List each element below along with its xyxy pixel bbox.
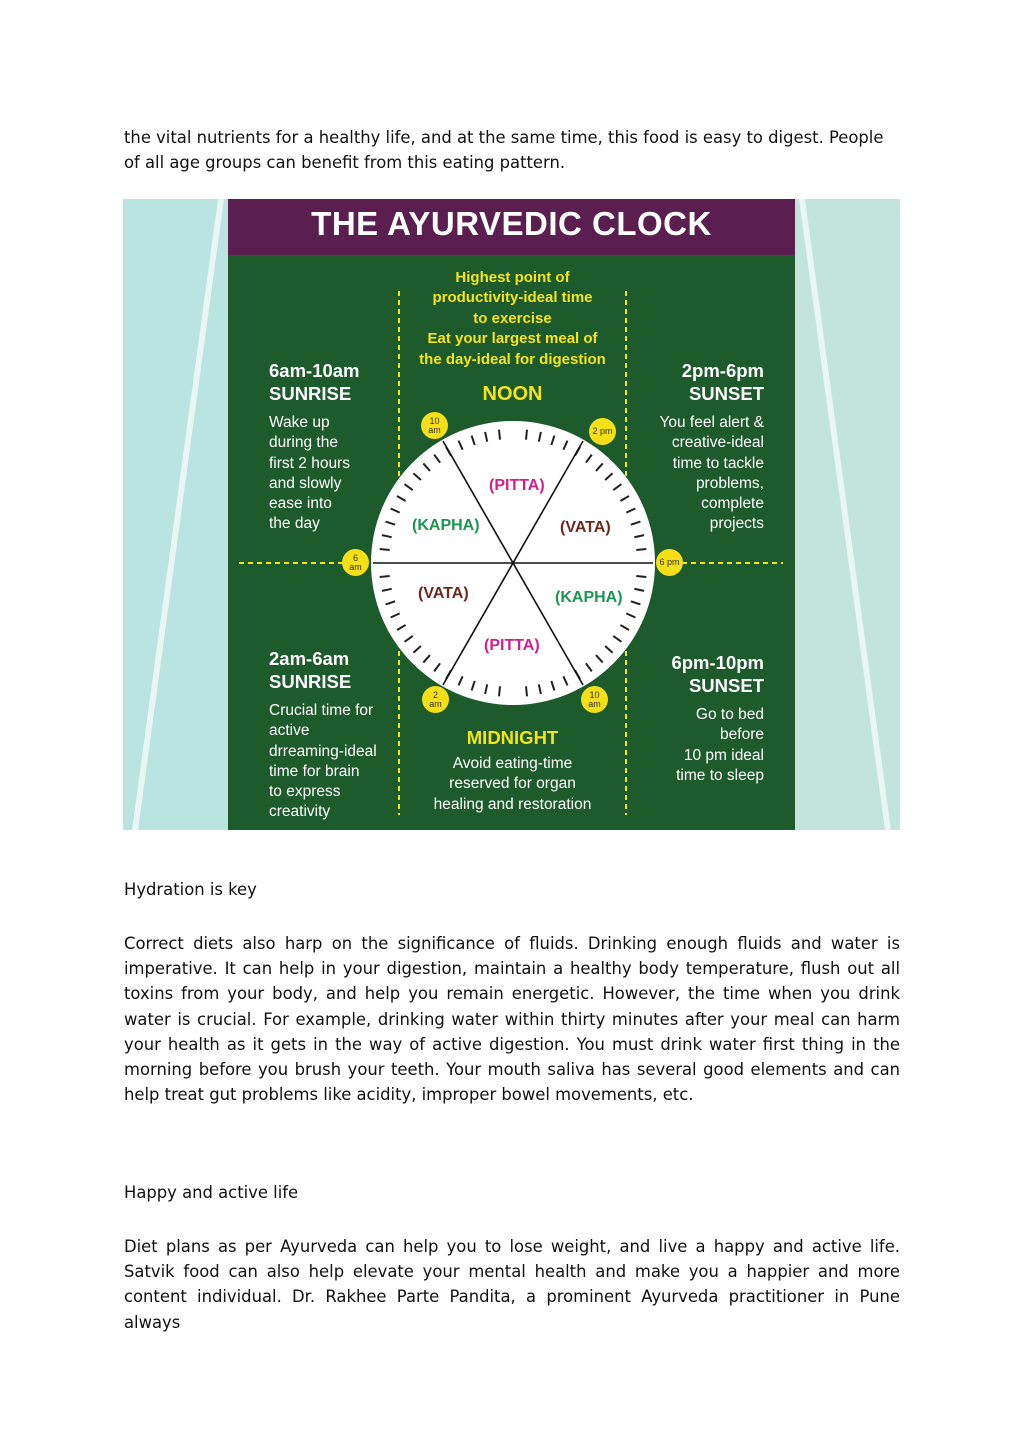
bottom-left-text: Crucial time for bbox=[269, 702, 374, 719]
clock-tick bbox=[636, 576, 646, 577]
top-right-time: 2pm-6pm bbox=[681, 360, 764, 381]
badge-2am bbox=[422, 686, 449, 713]
top-right-block bbox=[633, 360, 764, 535]
top-left-name: SUNRISE bbox=[269, 382, 352, 404]
clock-tick bbox=[526, 686, 527, 696]
badge-text: 2 bbox=[432, 689, 438, 700]
top-left-text: the day bbox=[269, 515, 320, 533]
clock-tick bbox=[636, 549, 646, 550]
top-right-name: SUNSET bbox=[688, 382, 764, 404]
dosha-kapha-right: (KAPHA) bbox=[555, 589, 623, 606]
badge-text: am bbox=[428, 424, 441, 435]
top-left-block bbox=[269, 360, 397, 535]
bottom-left-text: time for brain bbox=[269, 762, 360, 780]
bottom-left-text: drreaming-ideal bbox=[269, 742, 377, 760]
badge-text: am bbox=[588, 698, 601, 709]
dosha-pitta-bottom: (PITTA) bbox=[484, 637, 540, 654]
dosha-pitta-top: (PITTA) bbox=[489, 477, 545, 494]
bottom-right-text: time to sleep bbox=[676, 766, 764, 784]
bottom-right-text: Go to bed bbox=[695, 706, 764, 723]
top-left-text: and slowly bbox=[269, 474, 342, 492]
badge-2pm bbox=[589, 418, 616, 445]
badge-6pm bbox=[656, 549, 683, 576]
badge-text: 2 pm bbox=[592, 426, 613, 436]
clock-tick bbox=[526, 430, 527, 440]
clock-tick bbox=[499, 686, 500, 696]
midnight-text: healing and restoration bbox=[433, 795, 592, 813]
badge-6am bbox=[342, 549, 369, 576]
clock-tick bbox=[499, 430, 500, 440]
top-left-text: during the bbox=[269, 434, 338, 452]
noon-note-line: Eat your largest meal of bbox=[427, 330, 598, 348]
top-right-text: creative-ideal bbox=[671, 434, 764, 452]
top-left-text: ease into bbox=[269, 495, 332, 513]
intro-line-1: the vital nutrients for a healthy life, and at the same time, this food is easy to digest. People bbox=[124, 128, 884, 147]
dosha-vata-right: (VATA) bbox=[560, 519, 611, 536]
top-right-text: problems, bbox=[695, 474, 764, 492]
hydration-body: Correct diets also harp on the significance of fluids. Drinking enough fluids and water is imperative. It can help in your digestion, maintain a healthy body temperature, flush out all toxins from your body, and help you remain energetic. However, the time when you drink water is crucial. For example, drinking water within thirty minutes after your meal can harm your health as it gets in the way of active digestion. You must drink water first thing in the morning before you brush your teeth. Your mouth saliva has several good elements and can help treat gut problems like acidity, improper bowel movements, etc. bbox=[124, 934, 900, 1105]
top-right-text: complete bbox=[701, 495, 764, 513]
badge-text: 10 bbox=[429, 415, 440, 426]
noon-note-line: the day-ideal for digestion bbox=[419, 350, 606, 368]
bottom-left-name: SUNRISE bbox=[269, 670, 352, 692]
noon-note-line: productivity-ideal time bbox=[432, 289, 593, 307]
top-right-text: time to tackle bbox=[672, 454, 764, 472]
clock-tick bbox=[380, 549, 390, 550]
badge-text: am bbox=[429, 698, 442, 709]
top-right-text: projects bbox=[709, 515, 764, 533]
noon-note bbox=[399, 268, 626, 370]
bottom-right-name: SUNSET bbox=[688, 674, 764, 696]
badge-text: 6 bbox=[352, 552, 358, 563]
bottom-left-time: 2am-6am bbox=[269, 648, 350, 669]
figure-title: THE AYURVEDIC CLOCK bbox=[311, 205, 712, 242]
midnight-text: reserved for organ bbox=[449, 775, 576, 793]
top-left-text: Wake up bbox=[269, 414, 330, 431]
bottom-right-text: before bbox=[720, 726, 764, 744]
dosha-kapha-left: (KAPHA) bbox=[412, 517, 480, 534]
bottom-right-text: 10 pm ideal bbox=[683, 746, 764, 764]
badge-text: 10 bbox=[589, 689, 600, 700]
noon-note-line: to exercise bbox=[473, 309, 552, 327]
bottom-right-block bbox=[633, 652, 764, 786]
bottom-left-text: creativity bbox=[269, 803, 331, 821]
clock-tick bbox=[380, 576, 390, 577]
midnight-block bbox=[399, 726, 626, 815]
badge-10pm bbox=[581, 686, 608, 713]
top-left-text: first 2 hours bbox=[269, 454, 350, 472]
bottom-right-time: 6pm-10pm bbox=[671, 652, 764, 673]
badge-10am bbox=[421, 412, 448, 439]
bottom-left-text: to express bbox=[269, 783, 341, 801]
bottom-left-text: active bbox=[269, 722, 310, 740]
midnight-label: MIDNIGHT bbox=[466, 727, 559, 748]
noon-label: NOON bbox=[482, 383, 543, 405]
hydration-heading: Hydration is key bbox=[124, 880, 257, 899]
intro-line-2: of all age groups can benefit from this eating pattern. bbox=[124, 153, 566, 172]
happy-heading: Happy and active life bbox=[124, 1183, 299, 1202]
ayurvedic-clock-figure bbox=[123, 199, 900, 830]
top-left-time: 6am-10am bbox=[269, 360, 360, 381]
badge-text: 6 pm bbox=[659, 557, 680, 567]
bottom-left-block bbox=[269, 648, 397, 823]
happy-body: Diet plans as per Ayurveda can help you to lose weight, and live a happy and active life. Satvik food can also help elevate your mental health and make you a happier and more content individual. Dr. Rakhee Parte Pandita, a prominent Ayurveda practitioner in Pune always bbox=[124, 1237, 900, 1332]
dosha-vata-left: (VATA) bbox=[418, 585, 469, 602]
badge-text: am bbox=[349, 561, 362, 572]
midnight-text: Avoid eating-time bbox=[452, 755, 573, 772]
top-right-text: You feel alert & bbox=[659, 414, 764, 431]
noon-note-line: Highest point of bbox=[455, 269, 570, 286]
